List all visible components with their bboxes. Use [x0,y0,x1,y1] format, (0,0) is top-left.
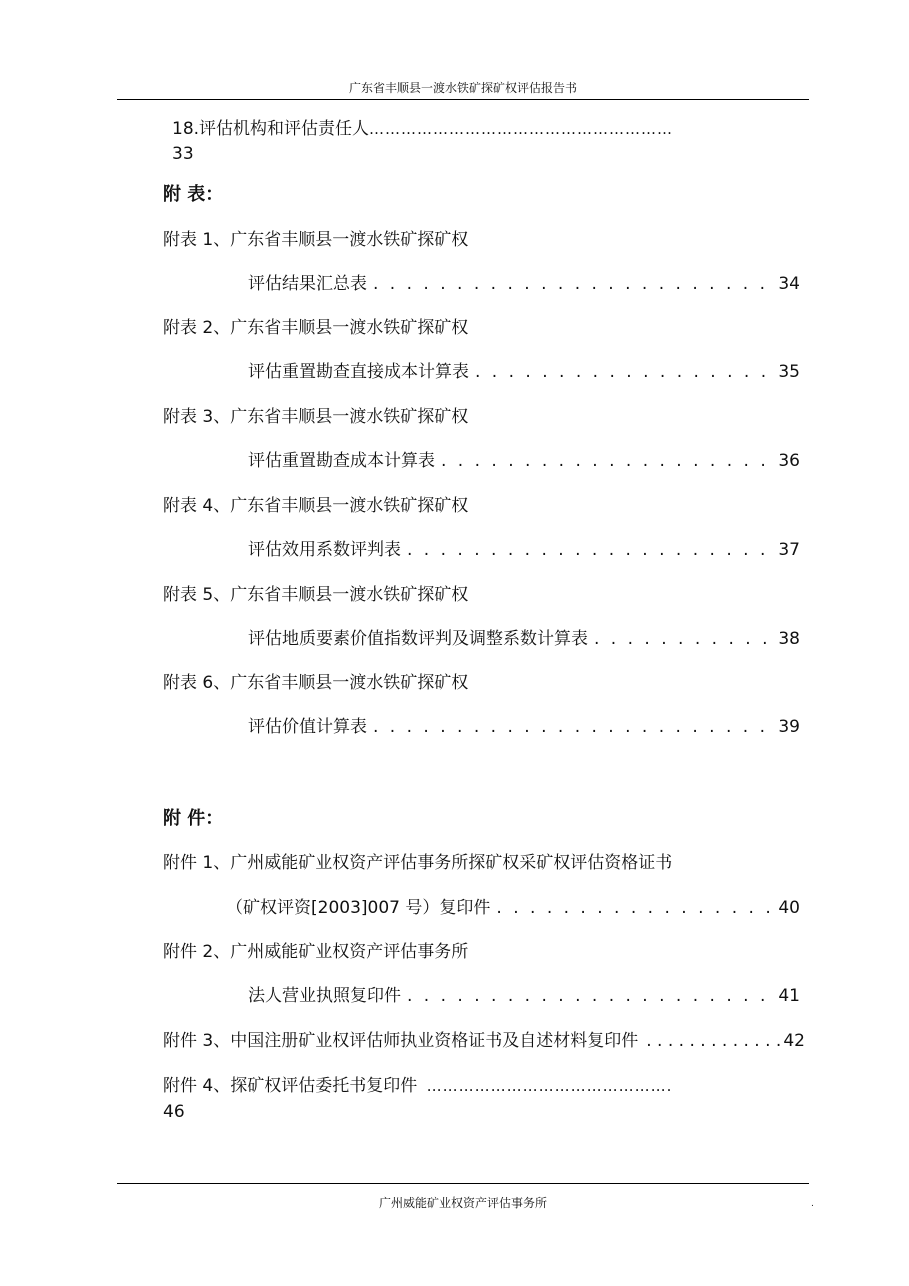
appendix-table-1-page: 34 [778,274,800,294]
appendix-table-2[interactable] [163,317,468,339]
attachment-1-page: 40 [778,898,800,918]
attachment-3-page: 42 [783,1031,805,1051]
dot-leader [441,450,772,472]
appendix-table-4-subtitle: 评估效用系数评判表 [248,540,401,560]
appendix-table-2-page: 35 [778,362,800,382]
appendix-table-6-entry[interactable] [248,716,800,738]
dot-leader [646,1030,781,1052]
dot-leader [594,628,772,650]
attachment-3-prefix: 附件 3、 [163,1031,231,1051]
header-rule [117,99,809,100]
running-header: 广东省丰顺县一渡水铁矿探矿权评估报告书 [348,81,577,95]
appendix-table-4[interactable] [163,495,468,517]
appendix-table-1-title: 广东省丰顺县一渡水铁矿探矿权 [230,230,469,250]
appendix-table-5-prefix: 附表 5、 [163,585,231,605]
appendix-table-6-subtitle: 评估价值计算表 [248,717,367,737]
dot-leader [496,897,772,919]
appendix-table-4-title: 广东省丰顺县一渡水铁矿探矿权 [230,496,469,516]
dot-leader [407,539,772,561]
appendix-table-5-subtitle: 评估地质要素价值指数评判及调整系数计算表 [248,629,588,649]
attachment-4-leader: ………………………………………. [426,1077,673,1095]
attachment-4[interactable] [163,1075,672,1097]
appendix-table-1[interactable] [163,229,468,251]
appendix-table-6-prefix: 附表 6、 [163,673,231,693]
toc-item-18-label: 18.评估机构和评估责任人 [172,119,370,139]
toc-item-18-leader: ………………………………………………… [369,120,674,138]
attachment-4-prefix: 附件 4、 [163,1076,231,1096]
toc-item-18[interactable] [172,118,673,140]
attachment-2-prefix: 附件 2、 [163,942,231,962]
appendix-table-6[interactable] [163,672,468,694]
attachment-1-prefix: 附件 1、 [163,853,231,873]
appendix-table-4-prefix: 附表 4、 [163,496,231,516]
attachments-heading: 附 件： [163,808,224,829]
running-footer: 广州威能矿业权资产评估事务所 [378,1196,547,1210]
appendix-table-2-prefix: 附表 2、 [163,318,231,338]
appendix-table-2-title: 广东省丰顺县一渡水铁矿探矿权 [230,318,469,338]
appendix-table-4-page: 37 [778,540,800,560]
appendix-table-6-title: 广东省丰顺县一渡水铁矿探矿权 [230,673,469,693]
footer-mark: . [811,1199,814,1209]
appendix-table-2-entry[interactable] [248,361,800,383]
dot-leader [373,716,772,738]
dot-leader [407,985,776,1007]
appendix-tables-heading: 附 表： [163,184,224,205]
attachment-2-page: 41 [778,986,800,1006]
appendix-table-5-page: 38 [778,629,800,649]
appendix-table-1-entry[interactable] [248,273,800,295]
attachment-2-entry[interactable] [248,985,800,1007]
appendix-table-5[interactable] [163,584,468,606]
appendix-table-6-page: 39 [778,717,800,737]
appendix-table-3-prefix: 附表 3、 [163,407,231,427]
attachment-2-title: 广州威能矿业权资产评估事务所 [230,942,469,962]
appendix-table-3-page: 36 [778,451,800,471]
attachment-4-page: 46 [163,1102,185,1122]
attachment-1-entry[interactable] [226,897,800,919]
attachment-1[interactable] [163,852,672,874]
attachment-2-subtitle: 法人营业执照复印件 [248,986,401,1006]
appendix-table-5-title: 广东省丰顺县一渡水铁矿探矿权 [230,585,469,605]
attachment-2[interactable] [163,941,468,963]
appendix-table-2-subtitle: 评估重置勘查直接成本计算表 [248,362,469,382]
attachment-3[interactable] [163,1030,805,1052]
attachment-4-title: 探矿权评估委托书复印件 [230,1076,418,1096]
dot-leader [373,273,772,295]
appendix-table-4-entry[interactable] [248,539,800,561]
attachment-1-subtitle: （矿权评资[2003]007 号）复印件 [226,898,491,918]
dot-leader [475,361,772,383]
appendix-table-3-subtitle: 评估重置勘查成本计算表 [248,451,435,471]
appendix-table-3-entry[interactable] [248,450,800,472]
footer-rule [117,1183,809,1184]
appendix-table-1-subtitle: 评估结果汇总表 [248,274,367,294]
appendix-table-3-title: 广东省丰顺县一渡水铁矿探矿权 [230,407,469,427]
appendix-table-5-entry[interactable] [248,628,800,650]
attachment-1-title: 广州威能矿业权资产评估事务所探矿权采矿权评估资格证书 [230,853,673,873]
appendix-table-3[interactable] [163,406,468,428]
toc-item-18-page: 33 [172,144,194,164]
attachment-3-title: 中国注册矿业权评估师执业资格证书及自述材料复印件 [230,1031,639,1051]
appendix-table-1-prefix: 附表 1、 [163,230,231,250]
